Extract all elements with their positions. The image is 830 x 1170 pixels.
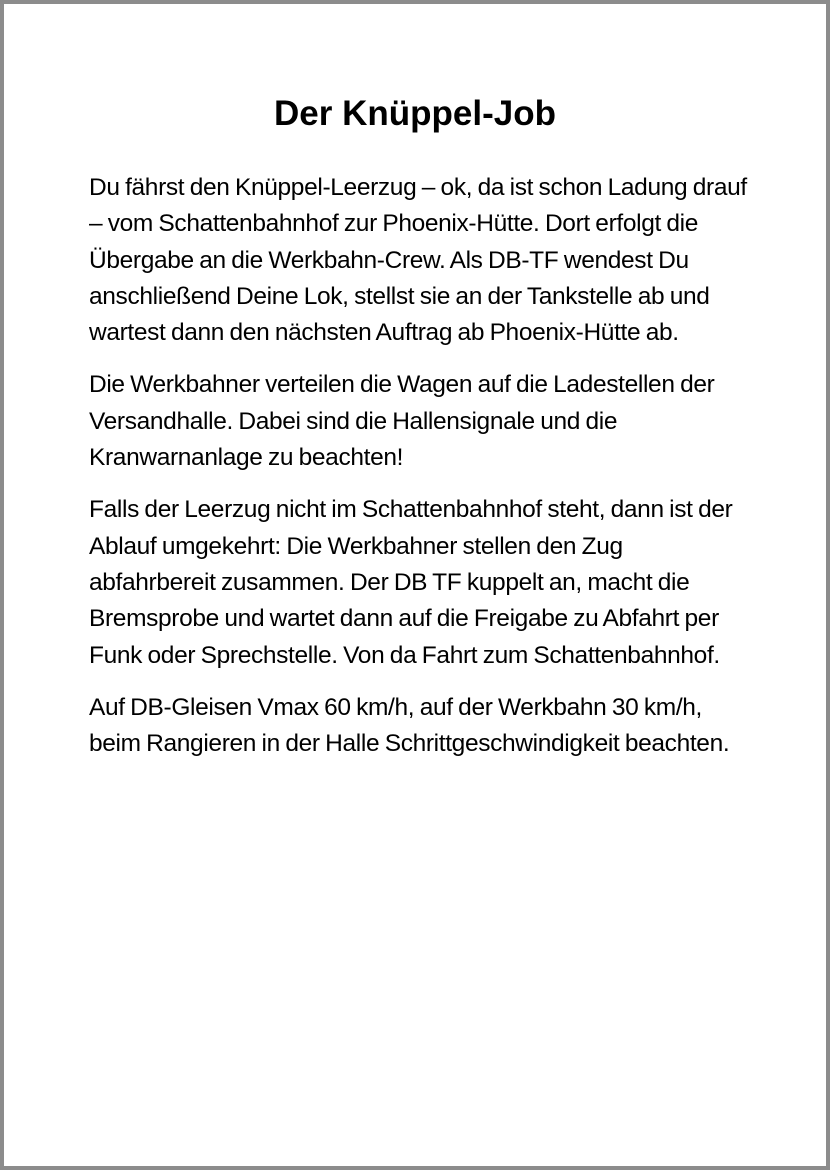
- paragraph-transfer: Du fährst den Knüppel-Leerzug – ok, da ist schon Ladung drauf – vom Schattenbahnhof zur Phoenix-Hütte. Dort erfolgt die Übergabe an die Werkbahn-Crew. Als DB-TF wendest Du anschließend Deine Lok, stellst sie an der Tankstelle ab und wartest dann den nächsten Auftrag ab Phoenix-Hütte ab.: [89, 174, 747, 347]
- paragraph-reverse-procedure: Falls der Leerzug nicht im Schattenbahnhof steht, dann ist der Ablauf umgekehrt: Die Werkbahner stellen den Zug abfahrbereit zusammen. Der DB TF kuppelt an, macht die Bremsprobe und wartet dann auf die Freigabe zu Abfahrt per Funk oder Sprechstelle. Von da Fahrt zum Schattenbahnhof.: [89, 496, 733, 669]
- document-body: [89, 170, 749, 778]
- paragraph-distribution: Die Werkbahner verteilen die Wagen auf die Ladestellen der Versandhalle. Dabei sind die Hallensignale und die Kranwarnanlage zu beachten!: [89, 371, 715, 472]
- document-title: Der Knüppel-Job: [274, 94, 556, 133]
- paragraph-speed-limits: Auf DB-Gleisen Vmax 60 km/h, auf der Werkbahn 30 km/h, beim Rangieren in der Halle Schrittgeschwindigkeit beachten.: [89, 693, 730, 758]
